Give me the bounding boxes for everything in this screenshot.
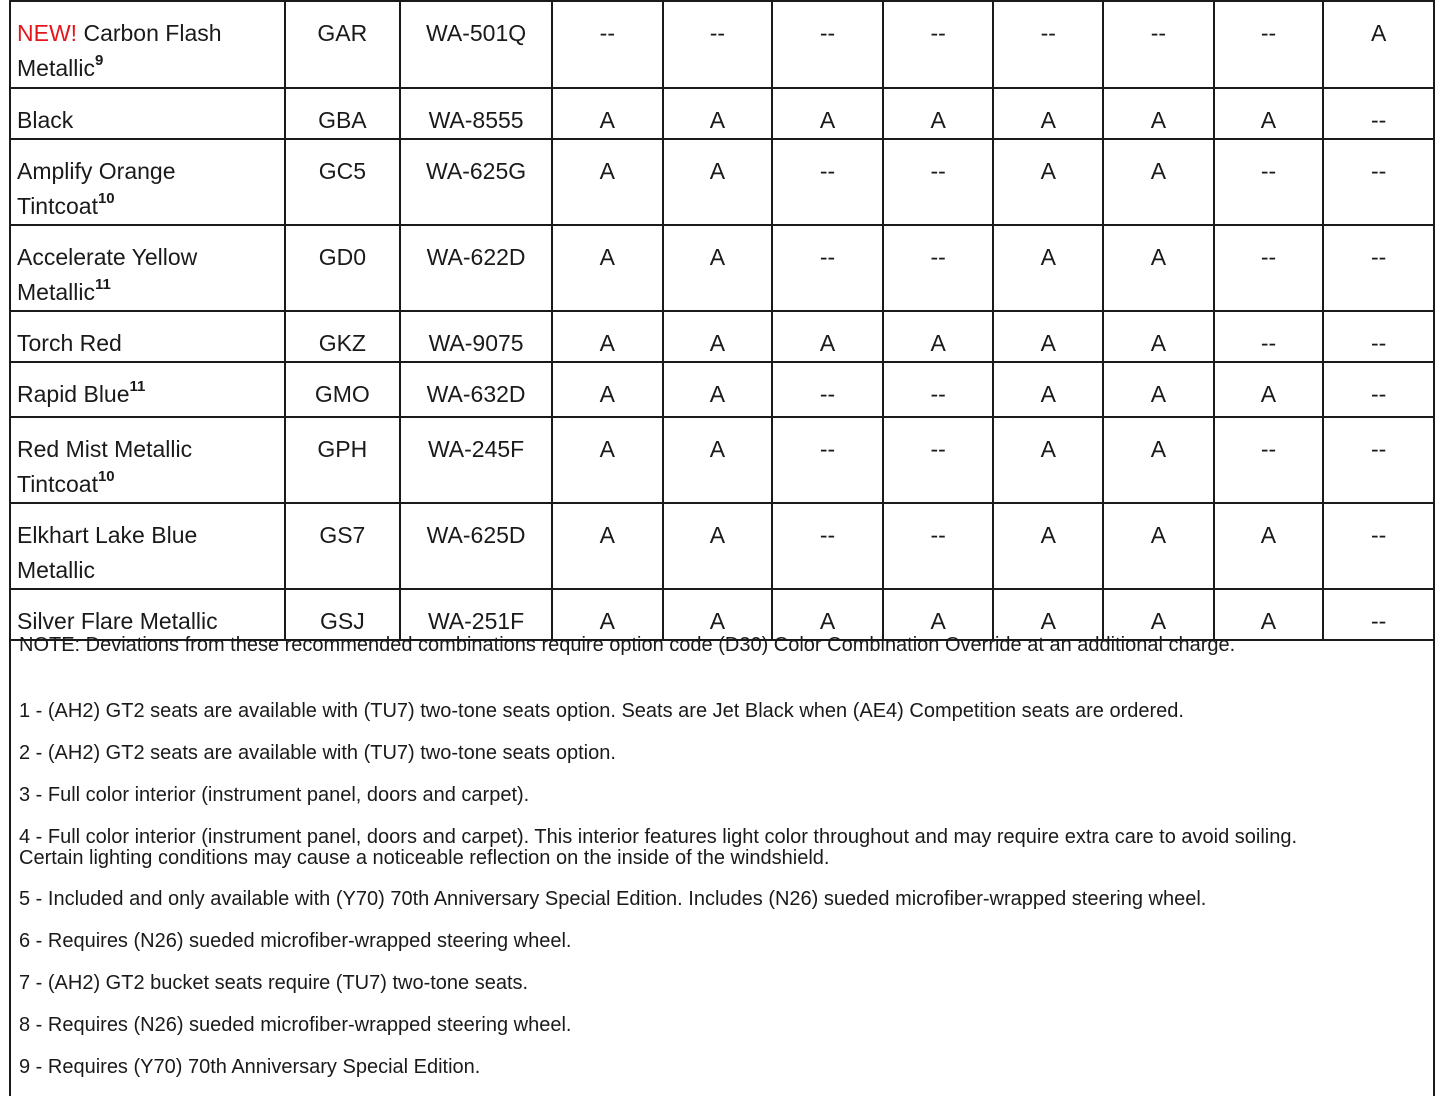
footnote-ref: 11 <box>129 378 146 396</box>
color-name: Rapid Blue <box>17 381 130 407</box>
footnote-ref: 10 <box>97 468 115 486</box>
availability-cell: -- <box>1103 1 1214 88</box>
availability-cell: A <box>1103 88 1214 139</box>
availability-cell: A <box>993 589 1103 640</box>
table-row <box>10 417 1434 503</box>
color-name-cell <box>10 139 285 225</box>
availability-cell: -- <box>883 1 994 88</box>
availability-cell: A <box>552 362 663 417</box>
table-row <box>10 88 1434 139</box>
paint-code-cell: WA-9075 <box>400 311 552 362</box>
table-row <box>10 1 1434 88</box>
availability-cell: A <box>993 362 1103 417</box>
rpo-code-cell: GBA <box>285 88 401 139</box>
paint-code-cell: WA-245F <box>400 417 552 503</box>
color-name: Red Mist Metallic <box>17 436 193 462</box>
availability-cell: A <box>552 417 663 503</box>
footnote <box>19 972 528 994</box>
availability-cell: A <box>1214 88 1324 139</box>
availability-cell: A <box>883 589 994 640</box>
rpo-code-cell: GPH <box>285 417 401 503</box>
footnote-text: 2 - (AH2) GT2 seats are available with (TU7) two-tone seats option. <box>19 742 616 764</box>
availability-cell: -- <box>772 139 883 225</box>
footnote <box>19 888 1206 910</box>
availability-cell: -- <box>993 1 1103 88</box>
color-name: Torch Red <box>17 330 122 356</box>
table-row <box>10 225 1434 311</box>
availability-cell: -- <box>883 503 994 589</box>
availability-cell: A <box>552 311 663 362</box>
footnote-ref: 10 <box>97 190 115 208</box>
availability-cell: -- <box>1323 225 1434 311</box>
new-badge: NEW! <box>17 20 78 46</box>
availability-cell: A <box>883 311 994 362</box>
availability-cell: A <box>552 589 663 640</box>
table-row <box>10 503 1434 589</box>
color-name-cell <box>10 88 285 139</box>
footnote <box>19 1014 571 1036</box>
rpo-code-cell: GC5 <box>285 139 401 225</box>
footnote-ref: 11 <box>94 276 111 294</box>
availability-cell: A <box>663 589 773 640</box>
color-name-cell <box>10 503 285 589</box>
availability-cell: -- <box>1323 362 1434 417</box>
availability-cell: A <box>1103 225 1214 311</box>
footnote-text: 3 - Full color interior (instrument panel, doors and carpet). <box>19 784 530 806</box>
table-row <box>10 139 1434 225</box>
color-name-continued: Metallic <box>17 55 95 81</box>
availability-cell: -- <box>1323 139 1434 225</box>
availability-cell: A <box>552 503 663 589</box>
availability-cell: -- <box>1323 417 1434 503</box>
footnote-text: 9 - Requires (Y70) 70th Anniversary Special Edition. <box>19 1056 481 1078</box>
paint-code-cell: WA-501Q <box>400 1 552 88</box>
availability-cell: A <box>993 225 1103 311</box>
color-name-continued: Tintcoat <box>17 471 98 497</box>
rpo-code-cell: GKZ <box>285 311 401 362</box>
footnote-text: 7 - (AH2) GT2 bucket seats require (TU7) two-tone seats. <box>19 972 529 994</box>
availability-cell: -- <box>1214 311 1324 362</box>
availability-cell: -- <box>1323 503 1434 589</box>
color-name-cell <box>10 362 285 417</box>
color-availability-table <box>9 0 1435 641</box>
availability-cell: A <box>663 225 773 311</box>
table-row <box>10 311 1434 362</box>
footnote-ref: 9 <box>94 52 104 70</box>
footnote-text: 6 - Requires (N26) sueded microfiber-wrapped steering wheel. <box>19 930 572 952</box>
color-name: Black <box>17 107 74 133</box>
paint-code-cell: WA-8555 <box>400 88 552 139</box>
availability-cell: A <box>1214 589 1324 640</box>
availability-cell: A <box>772 589 883 640</box>
availability-cell: A <box>1214 362 1324 417</box>
availability-cell: A <box>663 311 773 362</box>
table-row <box>10 362 1434 417</box>
color-name-cell <box>10 225 285 311</box>
availability-cell: A <box>1103 362 1214 417</box>
color-name: Amplify Orange <box>17 158 176 184</box>
footnote <box>19 930 571 952</box>
paint-code-cell: WA-632D <box>400 362 552 417</box>
availability-cell: -- <box>772 225 883 311</box>
availability-cell: A <box>993 139 1103 225</box>
availability-cell: -- <box>552 1 663 88</box>
availability-cell: A <box>552 88 663 139</box>
availability-cell: -- <box>772 503 883 589</box>
footnote <box>19 1056 480 1078</box>
availability-cell: A <box>663 362 773 417</box>
availability-cell: A <box>663 417 773 503</box>
availability-cell: -- <box>1323 88 1434 139</box>
footnote <box>19 700 1184 722</box>
availability-cell: -- <box>1214 1 1324 88</box>
availability-cell: A <box>772 311 883 362</box>
availability-cell: -- <box>1323 311 1434 362</box>
footnote <box>19 826 1297 869</box>
availability-cell: A <box>1103 417 1214 503</box>
footnote-text: Certain lighting conditions may cause a noticeable reflection on the inside of the windshield. <box>19 847 830 869</box>
rpo-code-cell: GMO <box>285 362 401 417</box>
footnote <box>19 784 529 806</box>
availability-cell: -- <box>772 362 883 417</box>
color-name-cell <box>10 311 285 362</box>
color-name: Carbon Flash <box>83 20 222 46</box>
availability-cell: -- <box>1214 417 1324 503</box>
color-name: Accelerate Yellow <box>17 244 198 270</box>
footnote-text: 4 - Full color interior (instrument panel, doors and carpet). This interior features light color throughout and may require extra care to avoid soiling. <box>19 826 1298 848</box>
availability-cell: -- <box>772 417 883 503</box>
availability-cell: -- <box>663 1 773 88</box>
color-name: Silver Flare Metallic <box>17 608 218 634</box>
availability-cell: A <box>1323 1 1434 88</box>
availability-cell: A <box>552 225 663 311</box>
availability-cell: -- <box>883 362 994 417</box>
rpo-code-cell: GSJ <box>285 589 401 640</box>
availability-cell: A <box>663 503 773 589</box>
availability-cell: -- <box>1214 225 1324 311</box>
availability-cell: A <box>993 311 1103 362</box>
color-name-continued: Metallic <box>17 557 95 583</box>
availability-cell: A <box>993 417 1103 503</box>
rpo-code-cell: GD0 <box>285 225 401 311</box>
footnote-text: 8 - Requires (N26) sueded microfiber-wrapped steering wheel. <box>19 1014 572 1036</box>
availability-cell: A <box>883 88 994 139</box>
paint-code-cell: WA-625D <box>400 503 552 589</box>
availability-cell: A <box>993 503 1103 589</box>
availability-cell: A <box>993 88 1103 139</box>
availability-cell: A <box>552 139 663 225</box>
paint-code-cell: WA-625G <box>400 139 552 225</box>
notes-section <box>9 626 1435 1096</box>
availability-cell: -- <box>883 225 994 311</box>
availability-cell: A <box>1103 311 1214 362</box>
rpo-code-cell: GS7 <box>285 503 401 589</box>
footnote-text: 1 - (AH2) GT2 seats are available with (TU7) two-tone seats option. Seats are Jet Black when (AE4) Competition seats are ordered. <box>19 700 1184 722</box>
availability-cell: A <box>663 139 773 225</box>
rpo-code-cell: GAR <box>285 1 401 88</box>
availability-cell: -- <box>772 1 883 88</box>
availability-cell: A <box>663 88 773 139</box>
color-name-cell <box>10 1 285 88</box>
availability-cell: A <box>772 88 883 139</box>
availability-cell: A <box>1103 503 1214 589</box>
availability-cell: -- <box>883 417 994 503</box>
availability-cell: A <box>1214 503 1324 589</box>
availability-cell: -- <box>1214 139 1324 225</box>
availability-cell: A <box>1103 139 1214 225</box>
color-name-continued: Metallic <box>17 279 95 305</box>
color-name-continued: Tintcoat <box>17 193 98 219</box>
footnote-text: 5 - Included and only available with (Y70) 70th Anniversary Special Edition. Includes (N26) sueded microfiber-wrapped steering wheel. <box>19 888 1207 910</box>
override-note: NOTE: Deviations from these recommended combinations require option code (D30) Color Combination Override at an additional charge. <box>19 634 1236 656</box>
paint-code-cell: WA-622D <box>400 225 552 311</box>
availability-cell: -- <box>883 139 994 225</box>
paint-code-cell: WA-251F <box>400 589 552 640</box>
color-name-cell <box>10 417 285 503</box>
availability-cell: -- <box>1323 589 1434 640</box>
color-name: Elkhart Lake Blue <box>17 522 198 548</box>
availability-cell: A <box>1103 589 1214 640</box>
footnote <box>19 742 616 764</box>
